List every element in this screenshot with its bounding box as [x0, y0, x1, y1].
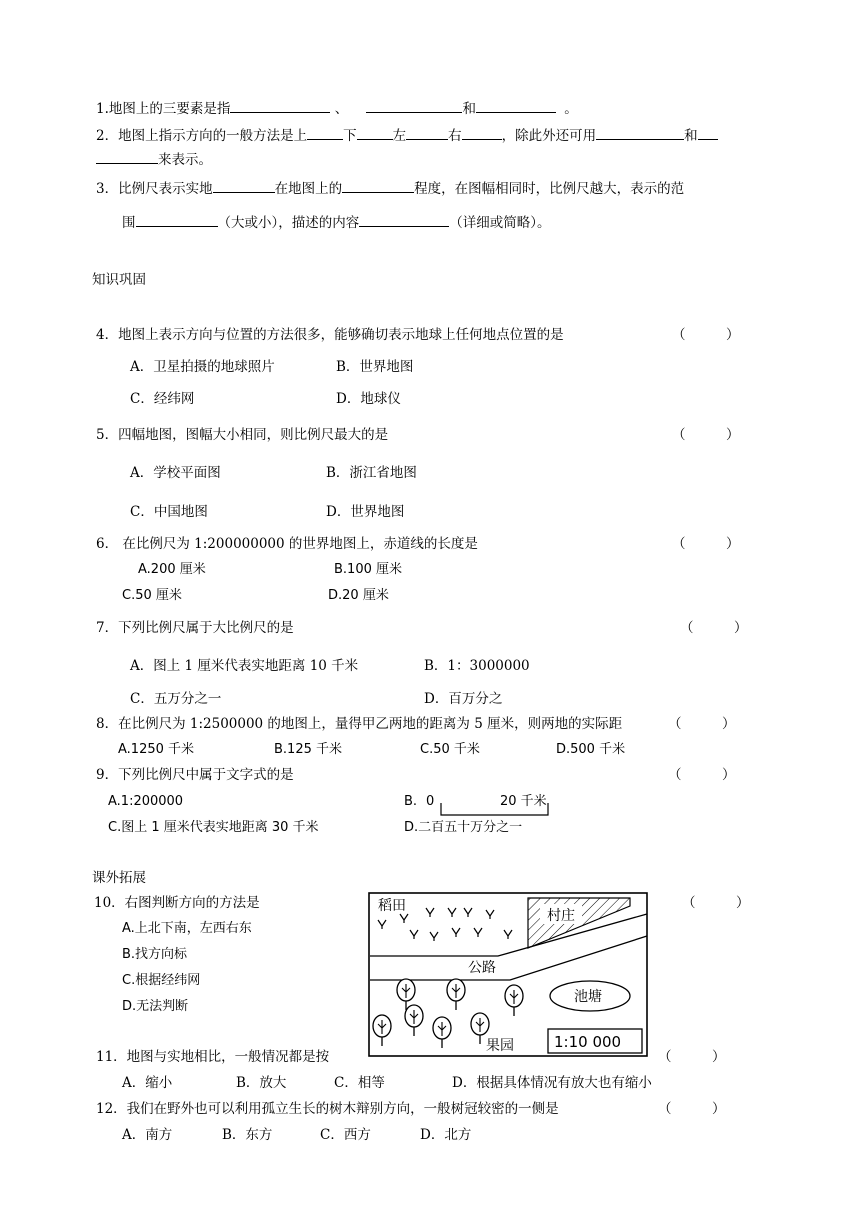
question-3-continued — [122, 212, 551, 232]
option-b[interactable]: B．浙江省地图 — [326, 465, 417, 481]
q1-and: 和 — [462, 101, 476, 117]
option-a[interactable]: A．图上 1 厘米代表实地距离 10 千米 — [130, 658, 359, 674]
answer-blank[interactable] — [359, 212, 449, 227]
q3-text-2: 在地图上的 — [274, 181, 343, 197]
q1-text: 1.地图上的三要素是指 — [96, 101, 231, 117]
answer-blank[interactable] — [406, 125, 448, 140]
option-a[interactable]: A.1250 千米 — [118, 742, 195, 757]
option-b[interactable]: B.找方向标 — [122, 947, 188, 962]
option-c[interactable]: C．经纬网 — [130, 391, 195, 407]
q1-end: 。 — [564, 101, 578, 117]
question-7: 7．下列比例尺属于大比例尺的是 — [96, 620, 294, 636]
answer-blank[interactable] — [698, 125, 718, 140]
section-title-consolidation: 知识巩固 — [92, 272, 146, 288]
option-a[interactable]: A.上北下南，左西右东 — [122, 921, 252, 936]
option-a[interactable]: A．缩小 — [122, 1075, 173, 1091]
option-c[interactable]: C.根据经纬网 — [122, 973, 201, 988]
q2-end: 来表示。 — [158, 152, 212, 168]
scalebar-zero: 0 — [426, 794, 435, 809]
option-c[interactable]: C．西方 — [320, 1127, 371, 1143]
answer-parentheses[interactable]: （ ） — [672, 327, 740, 343]
answer-parentheses[interactable]: （ ） — [672, 427, 740, 443]
village-map-figure — [368, 892, 650, 1058]
scalebar-value: 20 千米 — [500, 794, 547, 809]
option-d[interactable]: D.20 厘米 — [328, 588, 389, 603]
option-b[interactable]: B.125 千米 — [274, 742, 342, 757]
option-a[interactable]: A．南方 — [122, 1127, 173, 1143]
answer-parentheses[interactable]: （ ） — [672, 536, 740, 552]
option-a[interactable]: A．学校平面图 — [130, 465, 221, 481]
q2-right: 右 — [448, 128, 462, 144]
question-10: 10．右图判断方向的方法是 — [94, 895, 260, 911]
option-d[interactable]: D．地球仪 — [336, 391, 401, 407]
section-title-extension: 课外拓展 — [92, 870, 146, 886]
answer-blank[interactable] — [357, 125, 393, 140]
option-d[interactable]: D．北方 — [420, 1127, 472, 1143]
answer-parentheses[interactable]: （ ） — [680, 620, 748, 636]
q2-and: 和 — [684, 128, 698, 144]
option-d[interactable]: D．根据具体情况有放大也有缩小 — [452, 1075, 652, 1091]
option-d[interactable]: D.500 千米 — [556, 742, 626, 757]
question-6: 6． 在比例尺为 1:200000000 的世界地图上，赤道线的长度是 — [96, 536, 478, 552]
answer-blank[interactable] — [342, 178, 414, 193]
question-12: 12．我们在野外也可以利用孤立生长的树木辩别方向，一般树冠较密的一侧是 — [96, 1101, 559, 1117]
option-b[interactable]: B．世界地图 — [336, 359, 414, 375]
question-3 — [96, 178, 684, 198]
orchard-label: 果园 — [486, 1038, 514, 1054]
q3-text-1: 3．比例尺表示实地 — [96, 181, 213, 197]
question-1 — [96, 98, 578, 118]
question-2 — [96, 125, 718, 145]
option-b[interactable]: B．东方 — [222, 1127, 273, 1143]
option-b[interactable]: B.100 厘米 — [334, 562, 402, 577]
option-c[interactable]: C．五万分之一 — [130, 691, 222, 707]
answer-blank[interactable] — [136, 212, 218, 227]
q2-down: 下 — [343, 128, 357, 144]
answer-blank[interactable] — [213, 178, 275, 193]
answer-parentheses[interactable]: （ ） — [682, 895, 750, 911]
answer-blank[interactable] — [96, 149, 158, 164]
q3-text-6: （详细或简略）。 — [449, 215, 551, 231]
answer-blank[interactable] — [230, 98, 330, 113]
q2-left: 左 — [392, 128, 407, 144]
question-11: 11．地图与实地相比，一般情况都是按 — [96, 1049, 330, 1065]
q2-besides: ，除此外还可用 — [501, 128, 597, 144]
answer-blank[interactable] — [307, 125, 343, 140]
option-d[interactable]: D.无法判断 — [122, 999, 189, 1014]
option-b[interactable]: B．1：3000000 — [424, 658, 530, 674]
option-b[interactable]: B. — [404, 794, 418, 809]
option-d[interactable]: D．世界地图 — [326, 504, 405, 520]
answer-parentheses[interactable]: （ ） — [668, 716, 736, 732]
answer-blank[interactable] — [366, 98, 462, 113]
question-9: 9．下列比例尺中属于文字式的是 — [96, 767, 294, 783]
question-8: 8．在比例尺为 1:2500000 的地图上，量得甲乙两地的距离为 5 厘米，则两地的实际距 — [96, 716, 623, 732]
option-d[interactable]: D.二百五十万分之一 — [404, 820, 523, 835]
village-label: 村庄 — [547, 908, 575, 924]
question-5: 5．四幅地图，图幅大小相同，则比例尺最大的是 — [96, 427, 389, 443]
option-c[interactable]: C.50 厘米 — [122, 588, 182, 603]
option-c[interactable]: C．相等 — [334, 1075, 385, 1091]
question-4: 4．地图上表示方向与位置的方法很多，能够确切表示地球上任何地点位置的是 — [96, 327, 564, 343]
q1-separator: 、 — [334, 101, 349, 117]
option-d[interactable]: D．百万分之 — [424, 691, 503, 707]
option-c[interactable]: C.50 千米 — [420, 742, 480, 757]
answer-parentheses[interactable]: （ ） — [668, 767, 736, 783]
answer-parentheses[interactable]: （ ） — [658, 1101, 726, 1117]
option-a[interactable]: A.200 厘米 — [138, 562, 206, 577]
q2-text: 2．地图上指示方向的一般方法是上 — [96, 128, 308, 144]
q3-text-3: 程度，在图幅相同时，比例尺越大，表示的范 — [414, 181, 685, 197]
option-b[interactable]: B．放大 — [236, 1075, 287, 1091]
option-a[interactable]: A.1:200000 — [108, 794, 184, 809]
map-scale-text: 1:10 000 — [554, 1033, 622, 1051]
answer-blank[interactable] — [476, 98, 556, 113]
answer-blank[interactable] — [596, 125, 684, 140]
answer-blank[interactable] — [462, 125, 502, 140]
pond-label: 池塘 — [574, 989, 602, 1005]
option-a[interactable]: A．卫星拍摄的地球照片 — [130, 359, 275, 375]
answer-parentheses[interactable]: （ ） — [658, 1049, 726, 1065]
road-label: 公路 — [468, 960, 496, 976]
option-c[interactable]: C．中国地图 — [130, 504, 208, 520]
option-c[interactable]: C.图上 1 厘米代表实地距离 30 千米 — [108, 820, 319, 835]
q3-text-4: 围 — [122, 215, 136, 231]
q3-text-5: （大或小），描述的内容 — [217, 215, 360, 231]
question-2-continued — [96, 149, 212, 169]
rice-field-label: 稻田 — [378, 898, 406, 914]
